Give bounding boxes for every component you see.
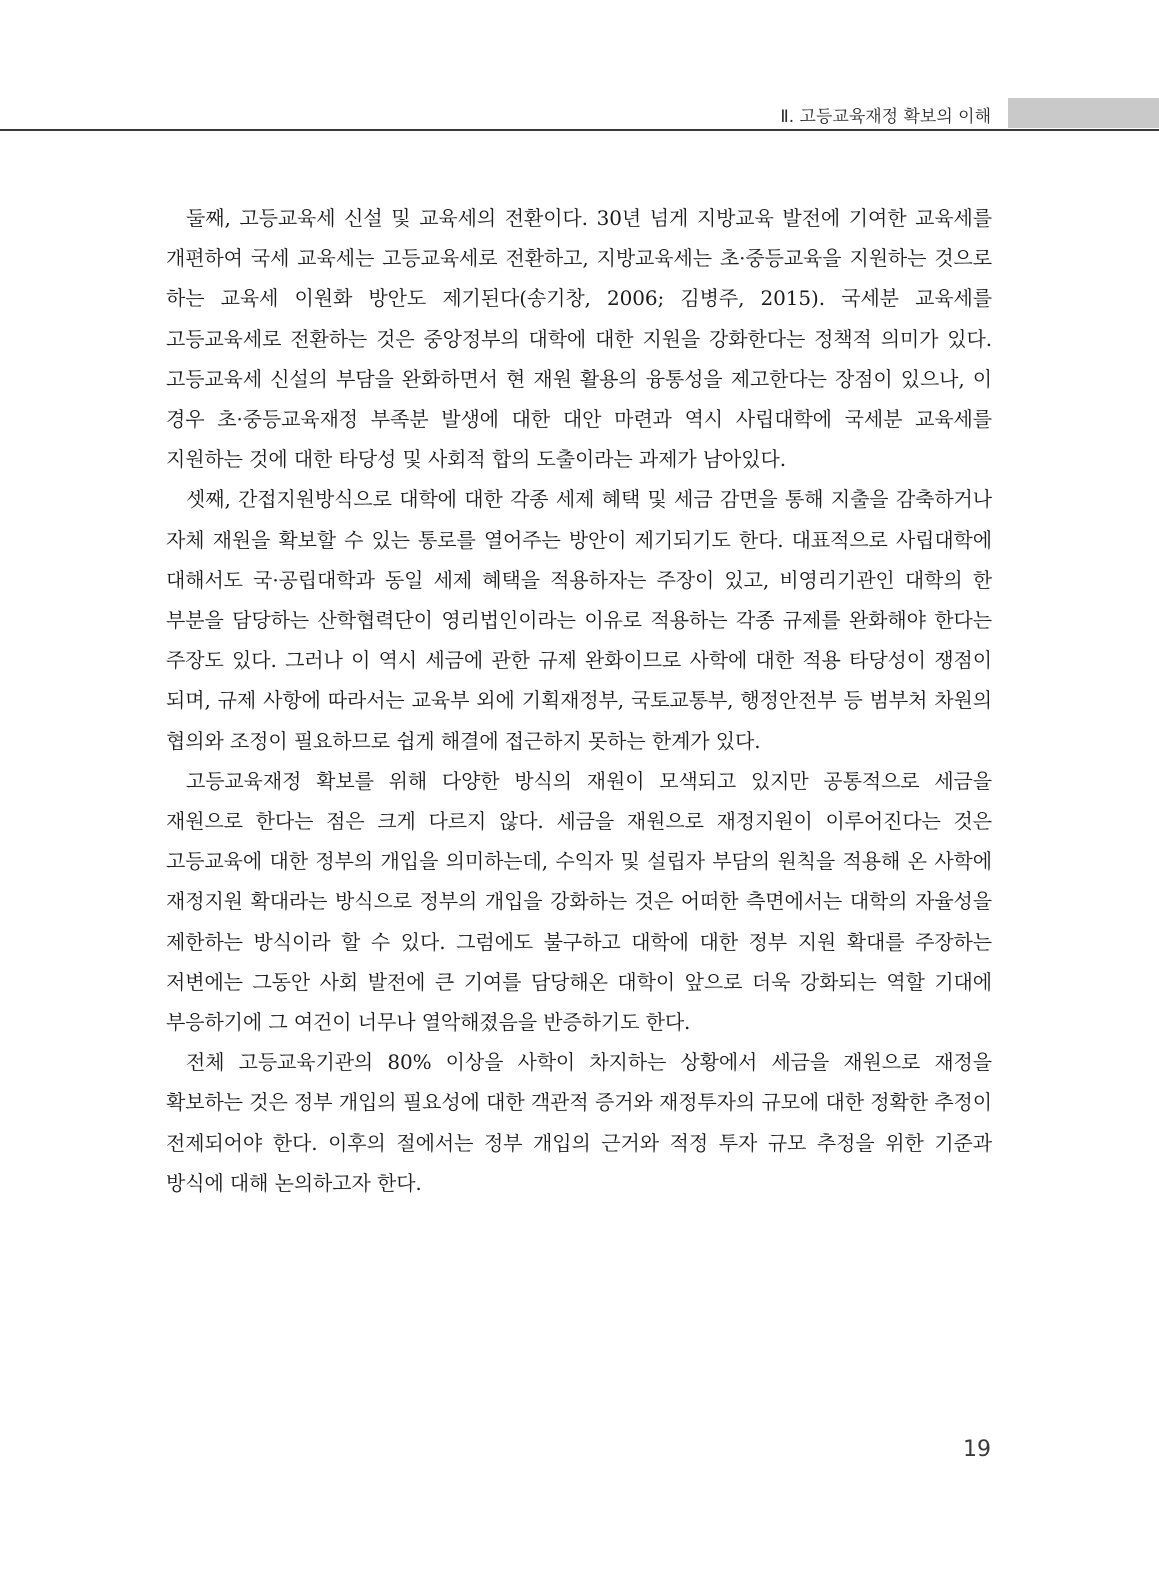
body-text (166, 198, 992, 1203)
paragraph-conclusion: 전체 고등교육기관의 80% 이상을 사학이 차지하는 상황에서 세금을 재원으로 재정을 확보하는 것은 정부 개입의 필요성에 대한 객관적 증거와 재정투자의 규모에 대한 정확한 추정이 전제되어야 한다. 이후의 절에서는 정부 개입의 근거와 적정 투자 규모 추정을 위한 기준과 방식에 대해 논의하고자 한다. (166, 1050, 992, 1195)
chapter-title: Ⅱ. 고등교육재정 확보의 이해 (780, 107, 991, 127)
paragraph-third: 셋째, 간접지원방식으로 대학에 대한 각종 세제 혜택 및 세금 감면을 통해 지출을 감축하거나 자체 재원을 확보할 수 있는 통로를 열어주는 방안이 제기되기도 한다. 대표적으로 사립대학에 대해서도 국·공립대학과 동일 세제 혜택을 적용하자는 주장이 있고, 비영리기관인 대학의 한 부분을 담당하는 산학협력단이 영리법인이라는 이유로 적용하는 각종 규제를 완화해야 한다는 주장도 있다. 그러나 이 역시 세금에 관한 규제 완화이므로 사학에 대한 적용 타당성이 쟁점이 되며, 규제 사항에 따라서는 교육부 외에 기획재정부, 국토교통부, 행정안전부 등 범부처 차원의 협의와 조정이 필요하므로 쉽게 해결에 접근하지 못하는 한계가 있다. (166, 487, 992, 753)
header-rule (0, 129, 1159, 131)
running-header (0, 96, 1159, 134)
page-number: 19 (963, 1437, 991, 1462)
paragraph-summary: 고등교육재정 확보를 위해 다양한 방식의 재원이 모색되고 있지만 공통적으로 세금을 재원으로 한다는 점은 크게 다르지 않다. 세금을 재원으로 재정지원이 이루어진다는 것은 고등교육에 대한 정부의 개입을 의미하는데, 수익자 및 설립자 부담의 원칙을 적용해 온 사학에 재정지원 확대라는 방식으로 정부의 개입을 강화하는 것은 어떠한 측면에서는 대학의 자율성을 제한하는 방식이라 할 수 있다. 그럼에도 불구하고 대학에 대한 정부 지원 확대를 주장하는 저변에는 그동안 사회 발전에 큰 기여를 담당해온 대학이 앞으로 더욱 강화되는 역할 기대에 부응하기에 그 여건이 너무나 열악해졌음을 반증하기도 한다. (166, 768, 992, 1035)
paragraph-second: 둘째, 고등교육세 신설 및 교육세의 전환이다. 30년 넘게 지방교육 발전에 기여한 교육세를 개편하여 국세 교육세는 고등교육세로 전환하고, 지방교육세는 초·중등교육을 지원하는 것으로 하는 교육세 이원화 방안도 제기된다(송기창, 2006; 김병주, 2015). 국세분 교육세를 고등교육세로 전환하는 것은 중앙정부의 대학에 대한 지원을 강화한다는 정책적 의미가 있다. 고등교육세 신설의 부담을 완화하면서 현 재원 활용의 융통성을 제고한다는 장점이 있으나, 이 경우 초·중등교육재정 부족분 발생에 대한 대안 마련과 역시 사립대학에 국세분 교육세를 지원하는 것에 대한 타당성 및 사회적 합의 도출이라는 과제가 남아있다. (166, 206, 992, 472)
header-tab (1008, 98, 1159, 128)
